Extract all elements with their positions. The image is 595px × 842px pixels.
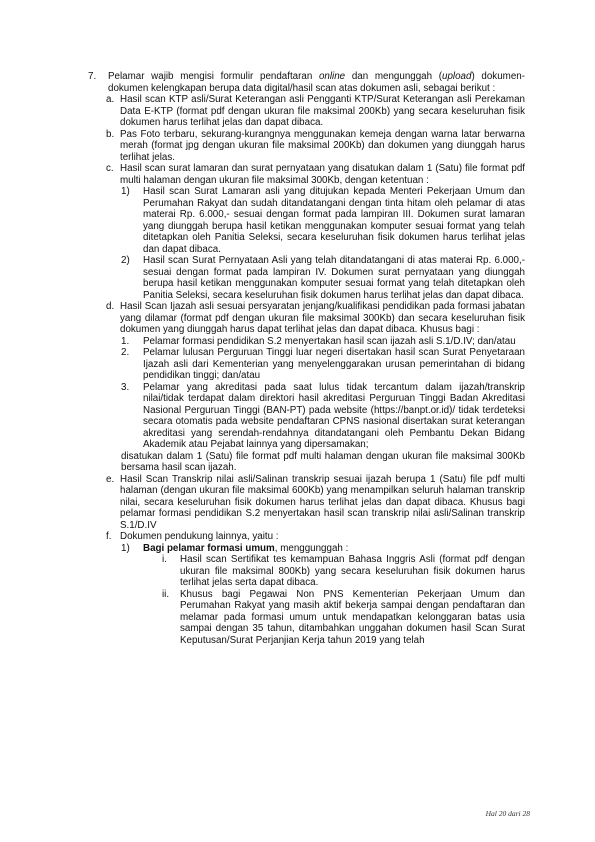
sub-item-d: d. Hasil Scan Ijazah asli sesuai persyaratan jenjang/kualifikasi pendidikan pada formasi jabatan yang dilamar (format pdf dengan ukuran file maksimal 300Kb) dan secara keseluruhan fisik dokumen yang diunggah harus dapat terlihat jelas dan dapat dibaca. Khusus bagi : [106, 301, 525, 335]
sub-item-c-2: 2) Hasil scan Surat Pernyataan Asli yang telah ditandatangani di atas materai Rp. 6.000,- sesuai dengan format pada lampiran IV. Dokumen surat pernyataan yang diunggah berupa hasil ketikan menggunakan komputer sesuai format yang telah ditetapkan oleh Panitia Seleksi, secara keseluruhan fisik dokumen harus terlihat jelas dan dapat dibaca. [121, 255, 525, 301]
list-marker: a. [106, 94, 115, 105]
list-marker: 2. [121, 347, 130, 358]
sub-item-c: c. Hasil scan surat lamaran dan surat pernyataan yang disatukan dalam 1 (Satu) file format pdf multi halaman dengan ukuran file maksimal 300Kb, dengan ketentuan : [106, 163, 525, 186]
document-body [88, 71, 525, 646]
list-marker: ii. [162, 588, 170, 600]
sub-item-c-1: 1) Hasil scan Surat Lamaran asli yang ditujukan kepada Menteri Pekerjaan Umum dan Perumahan Rakyat dan sudah ditandatangani dengan tinta hitam oleh pelamar di atas materai Rp. 6.000,- sesuai dengan format pada lampiran III. Dokumen surat lamaran yang diunggah berupa hasil ketikan menggunakan komputer sesuai format yang telah ditetapkan oleh Panitia Seleksi, secara keseluruhan fisik dokumen harus terlihat jelas dan dapat dibaca. [121, 186, 525, 255]
page-number: Hal 20 dari 28 [485, 809, 530, 818]
list-item-7: 7. Pelamar wajib mengisi formulir pendaftaran online dan mengunggah (upload) dokumen-dokumen kelengkapan berupa data digital/hasil scan atas dokumen asli, sebagai berikut : [88, 71, 525, 94]
sub-item-a: a. Hasil scan KTP asli/Surat Keterangan asli Pengganti KTP/Surat Keterangan asli Perekaman Data E-KTP (format pdf dengan ukuran file maksimal 200Kb) yang secara keseluruhan fisik dokumen harus terlihat jelas dan dapat dibaca. [106, 94, 525, 128]
list-marker: 1. [121, 335, 130, 347]
list-marker: 1) [121, 186, 130, 197]
list-marker: 2) [121, 255, 130, 266]
sub-item-d-1: 1. Pelamar formasi pendidikan S.2 menyertakan hasil scan ijazah asli S.1/D.IV; dan/atau [121, 335, 516, 347]
sub-item-d-2: 2. Pelamar lulusan Perguruan Tinggi luar negeri disertakan hasil scan Surat Penyetaraan Ijazah asli dari Kementerian yang menyelenggarakan urusan pemerintahan di bidang pendidikan tinggi; dan/atau [121, 347, 525, 381]
sub-item-f: f. Dokumen pendukung lainnya, yaitu : [106, 531, 279, 542]
list-marker: i. [162, 554, 167, 565]
list-marker: f. [106, 531, 112, 542]
list-marker: d. [106, 301, 115, 312]
list-marker: 3. [121, 381, 130, 393]
list-marker: b. [106, 128, 115, 140]
list-marker: 1) [121, 542, 130, 554]
list-marker: 7. [88, 71, 97, 82]
sub-item-d-closing: disatukan dalam 1 (Satu) file format pdf multi halaman dengan ukuran file maksimal 300Kb bersama hasil scan ijazah. [121, 450, 525, 473]
sub-item-e: e. Hasil Scan Transkrip nilai asli/Salinan transkrip sesuai ijazah berupa 1 (Satu) file pdf multi halaman (dengan ukuran file maksimal 600Kb) yang menampilkan seluruh halaman transkrip nilai, secara keseluruhan fisik dokumen harus terlihat jelas dan dapat dibaca. Khusus bagi pelamar formasi pendidikan S.2 menyertakan hasil scan transkrip nilai asli/Salinan transkrip S.1/D.IV [106, 473, 525, 531]
sub-item-d-3: 3. Pelamar yang akreditasi pada saat lulus tidak tercantum dalam ijazah/transkrip nilai/tidak terdapat dalam direktori hasil akreditasi Perguruan Tinggi Badan Akreditasi Nasional Perguruan Tinggi (BAN-PT) pada website (https://banpt.or.id)/ tidak terdeteksi secara otomatis pada website pendaftaran CPNS nasional disertakan surat keterangan akreditasi yang serendah-rendahnya ditandatangani oleh Pembantu Dekan Bidang Akademik atau Pejabat lainnya yang dipersamakan; [121, 381, 525, 450]
list-marker: c. [106, 163, 114, 174]
sub-item-f-1: 1) Bagi pelamar formasi umum, menggunggah : [121, 542, 349, 554]
list-marker: e. [106, 473, 115, 485]
sub-item-b: b. Pas Foto terbaru, sekurang-kurangnya menggunakan kemeja dengan warna latar berwarna merah (format jpg dengan ukuran file maksimal 200Kb) dan dokumen yang diunggah harus terlihat jelas. [106, 128, 525, 163]
sub-item-f-1-i: i. Hasil scan Sertifikat tes kemampuan Bahasa Inggris Asli (format pdf dengan ukuran file maksimal 800Kb) yang secara keseluruhan fisik dokumen harus terlihat jelas serta dapat dibaca. [162, 554, 525, 588]
sub-item-f-1-ii: ii. Khusus bagi Pegawai Non PNS Kementerian Pekerjaan Umum dan Perumahan Rakyat yang masih aktif bekerja sampai dengan pendaftaran dan melamar pada formasi umum untuk mendapatkan kelonggaran batas usia sampai dengan 35 tahun, ditambahkan unggahan dokumen hasil Scan Surat Keputusan/Surat Perjanjian Kerja tahun 2019 yang telah [162, 588, 525, 646]
